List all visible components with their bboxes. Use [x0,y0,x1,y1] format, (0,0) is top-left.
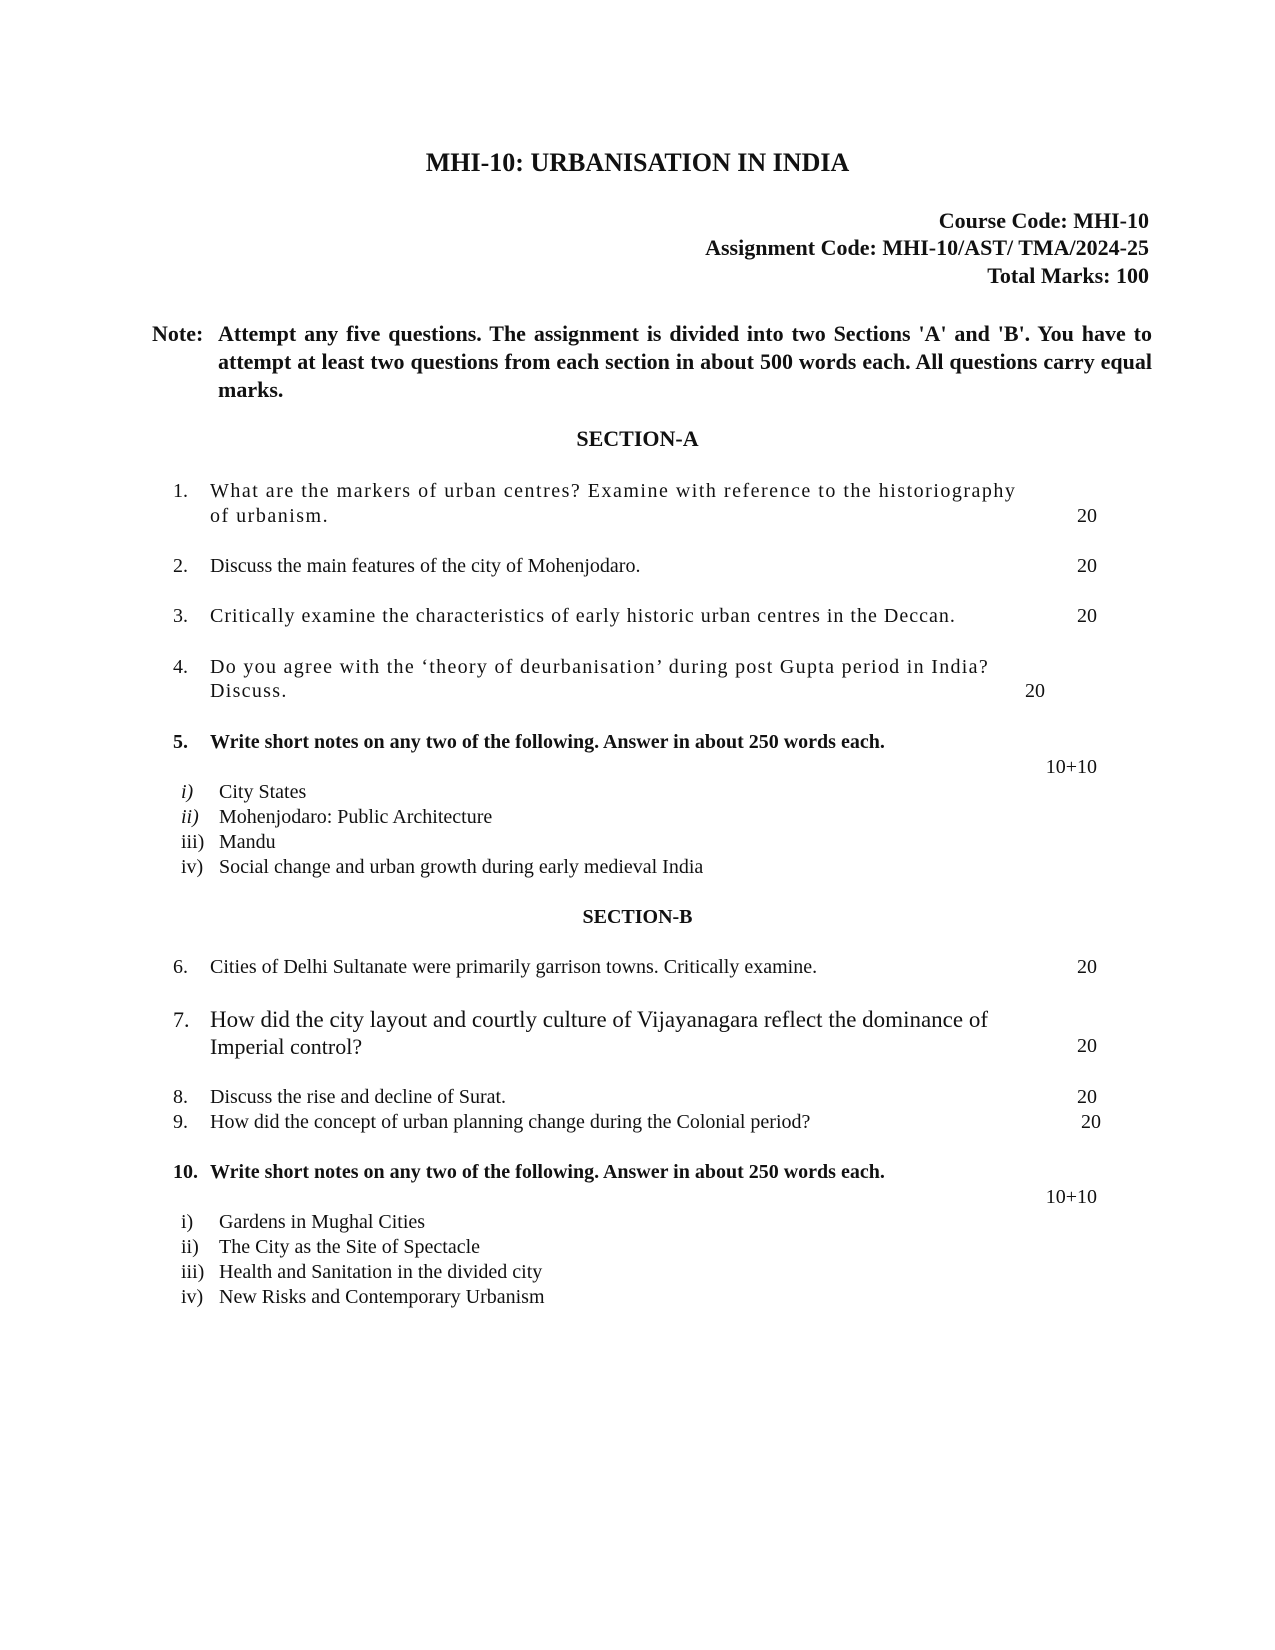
sub-item-text: New Risks and Contemporary Urbanism [219,1286,545,1308]
section-b-heading: SECTION-B [582,906,693,928]
question-number: 1. [173,480,188,502]
page-title: MHI-10: URBANISATION IN INDIA [425,148,850,177]
question-text: Cities of Delhi Sultanate were primarily garrison towns. Critically examine. [210,956,818,978]
question-marks: 20 [1081,1111,1101,1133]
sub-item-text: Mohenjodaro: Public Architecture [219,806,493,828]
sub-item-number: i) [181,1211,194,1233]
sub-item-number: iii) [181,831,205,853]
note-text: Attempt any five questions. The assignment is divided into two Sections 'A' and 'B'. You have to attempt at least two questions from each section in about 500 words each. All questions carry equal marks. [218,321,1152,402]
question-text: Do you agree with the ‘theory of deurbanisation’ during post Gupta period in India? [210,656,990,678]
question-text: Critically examine the characteristics of early historic urban centres in the Deccan. [210,605,956,627]
question-number: 6. [173,956,188,978]
course-code: Course Code: MHI-10 [938,208,1149,233]
question-text: Write short notes on any two of the following. Answer in about 250 words each. [210,731,885,753]
sub-item-number: ii) [181,806,199,828]
question-number: 8. [173,1086,188,1108]
question-text: How did the concept of urban planning change during the Colonial period? [210,1111,811,1133]
question-marks: 20 [1077,605,1097,627]
instructions-note [152,320,1152,404]
question-marks: 20 [1077,1035,1097,1057]
question-marks: 10+10 [1045,756,1097,778]
question-marks: 10+10 [1045,1186,1097,1208]
question-number: 10. [173,1161,198,1183]
sub-item-text: Gardens in Mughal Cities [219,1211,426,1233]
sub-item-number: iv) [181,856,204,878]
sub-item-text: Mandu [219,831,276,853]
question-marks: 20 [1025,680,1045,702]
sub-item-text: Social change and urban growth during early medieval India [219,856,704,878]
sub-item-text: Health and Sanitation in the divided city [219,1261,543,1283]
question-text-cont: Imperial control? [210,1034,363,1059]
sub-item-number: iii) [181,1261,205,1283]
question-marks: 20 [1077,1086,1097,1108]
question-text: How did the city layout and courtly culture of Vijayanagara reflect the dominance of [210,1007,988,1032]
note-label: Note: [152,321,204,346]
total-marks: Total Marks: 100 [987,263,1149,288]
question-text: Write short notes on any two of the following. Answer in about 250 words each. [210,1161,885,1183]
question-text: What are the markers of urban centres? Examine with reference to the historiography [210,480,1017,502]
sub-item-text: City States [219,781,307,803]
question-marks: 20 [1077,555,1097,577]
question-number: 9. [173,1111,188,1133]
question-marks: 20 [1077,956,1097,978]
question-number: 4. [173,656,188,678]
sub-item-number: i) [181,781,194,803]
question-text: Discuss the main features of the city of Mohenjodaro. [210,555,641,577]
question-number: 3. [173,605,188,627]
assignment-code: Assignment Code: MHI-10/AST/ TMA/2024-25 [705,235,1149,260]
question-text: Discuss the rise and decline of Surat. [210,1086,507,1108]
sub-item-text: The City as the Site of Spectacle [219,1236,481,1258]
sub-item-number: ii) [181,1236,199,1258]
question-text-cont: Discuss. [210,680,288,702]
section-a-heading: SECTION-A [576,426,699,451]
question-marks: 20 [1077,505,1097,527]
sub-item-number: iv) [181,1286,204,1308]
question-number: 2. [173,555,188,577]
question-number: 5. [173,731,188,753]
question-number: 7. [173,1007,190,1032]
question-text-cont: of urbanism. [210,505,330,527]
